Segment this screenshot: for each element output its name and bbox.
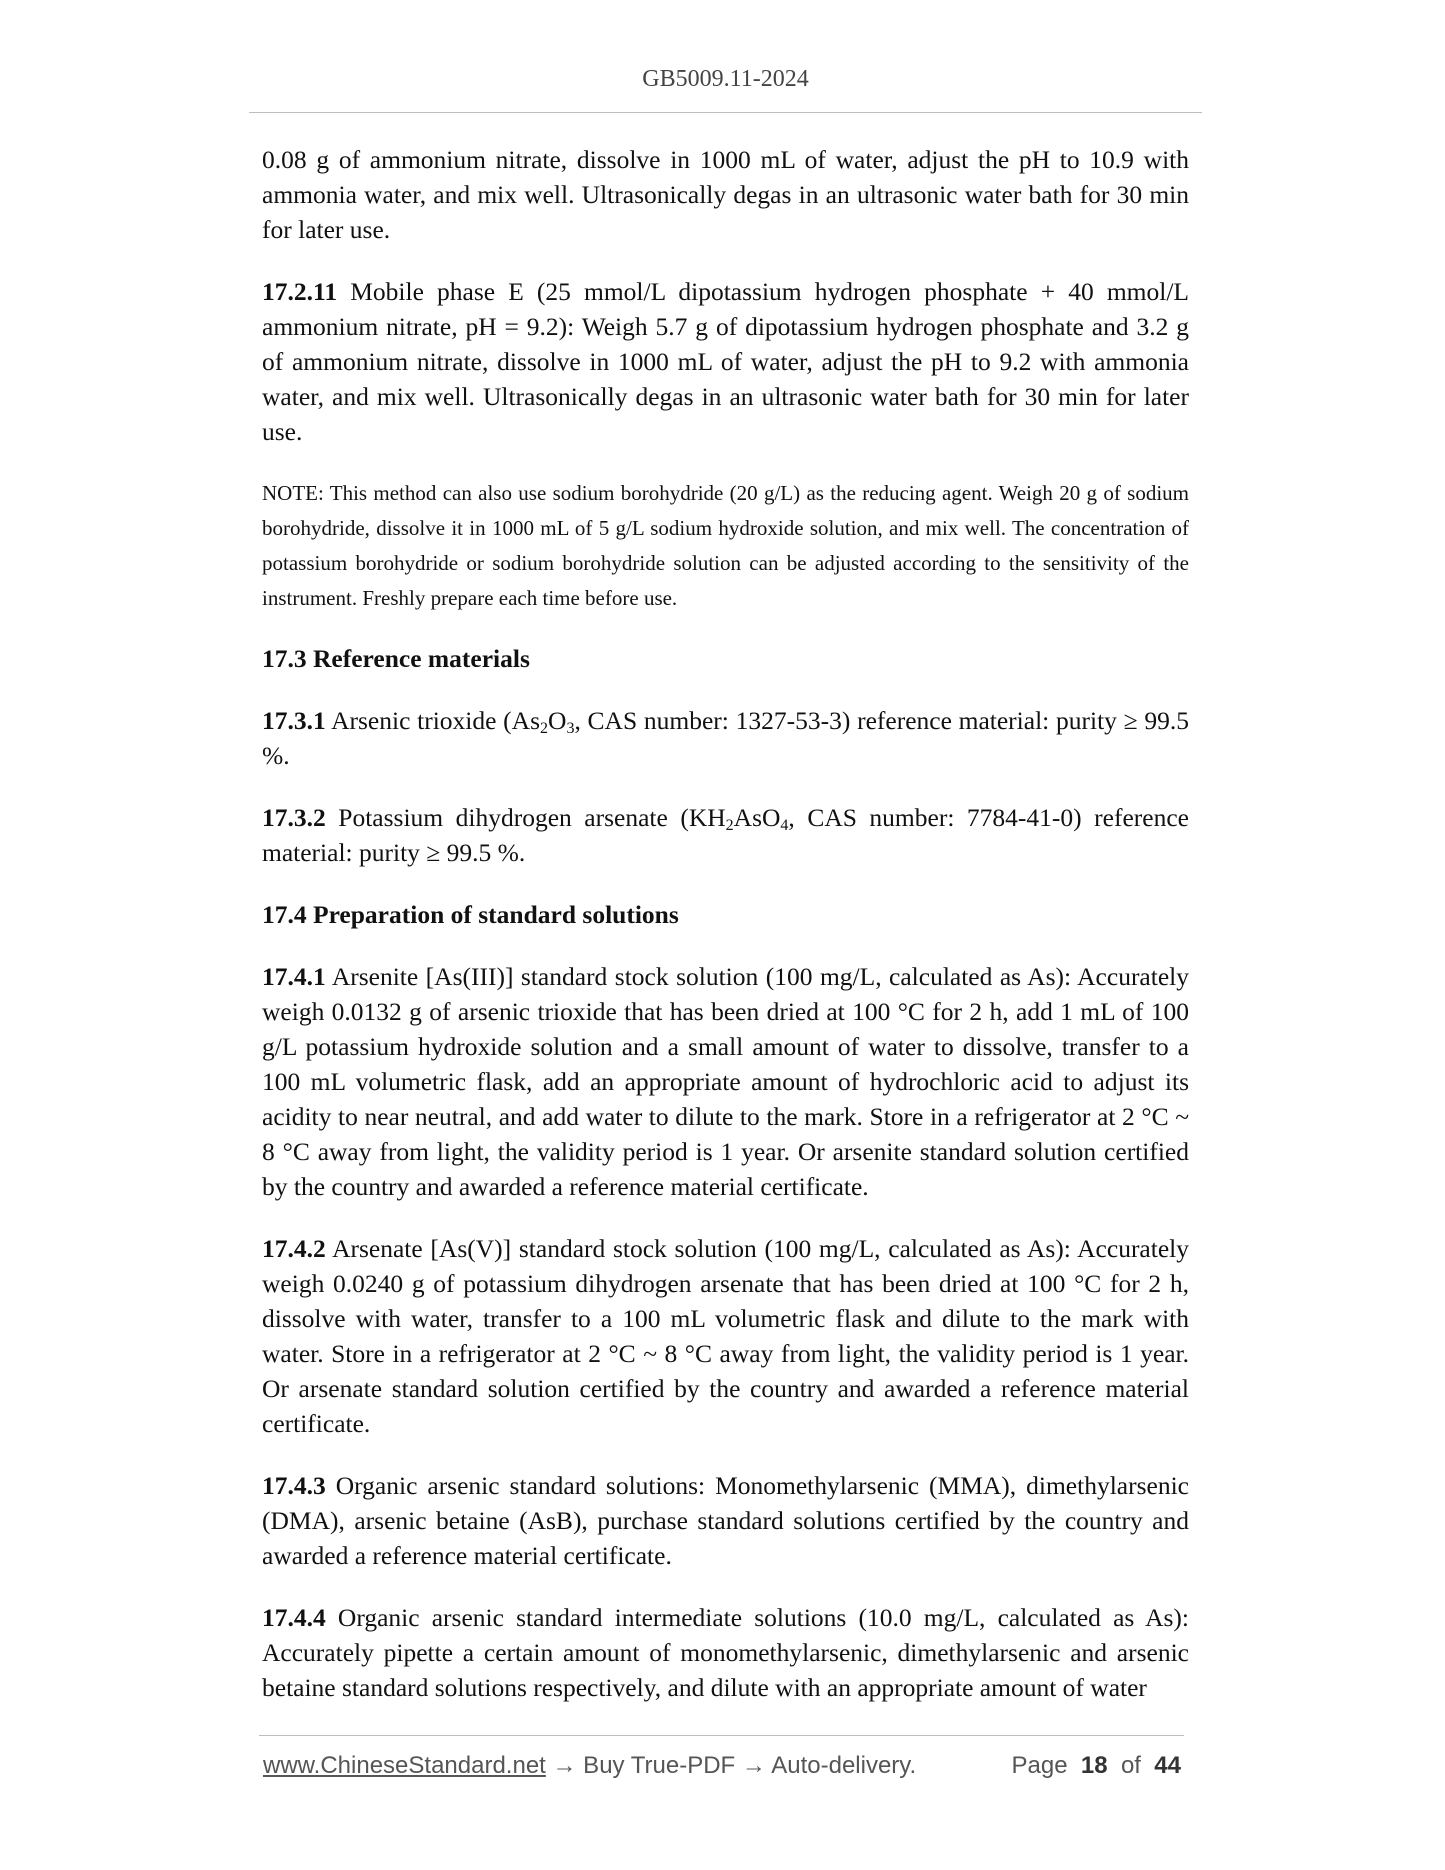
clause-number: 17.4.1 bbox=[262, 962, 326, 991]
header-divider bbox=[249, 112, 1202, 113]
page-footer bbox=[263, 1752, 1185, 1784]
clause-text: , CAS number: 1327-53-3) reference material: purity ≥ 99.5 %. bbox=[262, 706, 1189, 770]
clause-text: AsO bbox=[733, 803, 781, 832]
section-heading-17-3: 17.3 Reference materials bbox=[262, 644, 530, 673]
clause-text: Arsenic trioxide (As bbox=[325, 706, 541, 735]
page-total: 44 bbox=[1154, 1752, 1181, 1779]
clause-text: Organic arsenic standard solutions: Monomethylarsenic (MMA), dimethylarsenic (DMA), arsenic betaine (AsB), purchase standard solutions certified by the country and awarded a reference material certificate. bbox=[262, 1471, 1189, 1570]
clause-number: 17.4.2 bbox=[262, 1234, 326, 1263]
clause-17-4-2 bbox=[262, 1231, 1189, 1441]
footer-promo bbox=[263, 1752, 916, 1780]
page-body bbox=[262, 142, 1189, 1732]
subscript: 4 bbox=[780, 817, 789, 834]
page-label: Page bbox=[1011, 1752, 1068, 1779]
clause-text: Mobile phase E (25 mmol/L dipotassium hydrogen phosphate + 40 mmol/L ammonium nitrate, pH = 9.2): Weigh 5.7 g of dipotassium hydrogen phosphate and 3.2 g of ammonium nitrate, dissolve in 1000 mL of water, adjust the pH to 9.2 with ammonia water, and mix well. Ultrasonically degas in an ultrasonic water bath for 30 min for later use. bbox=[262, 277, 1189, 446]
clause-text: Potassium dihydrogen arsenate (KH bbox=[325, 803, 726, 832]
clause-text: , CAS number: 7784-41-0) reference material: purity ≥ 99.5 %. bbox=[262, 803, 1189, 867]
page-number: 18 bbox=[1080, 1752, 1108, 1779]
clause-17-4-4 bbox=[262, 1600, 1189, 1705]
note-paragraph: NOTE: This method can also use sodium borohydride (20 g/L) as the reducing agent. Weigh 20 g of sodium borohydride, dissolve it in 1000 mL of 5 g/L sodium hydroxide solution, and mix well. The concentration of potassium borohydride or sodium borohydride solution can be adjusted according to the sensitivity of the instrument. Freshly prepare each time before use. bbox=[262, 481, 1189, 610]
page-header: GB5009.11-2024 bbox=[642, 66, 809, 92]
clause-number: 17.4.4 bbox=[262, 1603, 326, 1632]
subscript: 3 bbox=[566, 720, 575, 737]
clause-17-2-11 bbox=[262, 274, 1189, 449]
clause-text: Organic arsenic standard intermediate solutions (10.0 mg/L, calculated as As): Accurately pipette a certain amount of monomethylarsenic, dimethylarsenic and arsenic betaine standard solutions respectively, and dilute with an appropriate amount of water bbox=[262, 1603, 1189, 1702]
clause-17-3-2 bbox=[262, 800, 1189, 870]
paragraph-continuation: 0.08 g of ammonium nitrate, dissolve in 1000 mL of water, adjust the pH to 10.9 with ammonia water, and mix well. Ultrasonically degas in an ultrasonic water bath for 30 min for later use. bbox=[262, 145, 1189, 244]
clause-number: 17.2.11 bbox=[262, 277, 338, 306]
clause-17-4-3 bbox=[262, 1468, 1189, 1573]
clause-17-4-1 bbox=[262, 959, 1189, 1204]
clause-17-3-1 bbox=[262, 703, 1189, 773]
clause-text: O bbox=[548, 706, 567, 735]
footer-divider bbox=[259, 1735, 1184, 1736]
subscript: 2 bbox=[725, 817, 734, 834]
subscript: 2 bbox=[540, 720, 549, 737]
footer-promo-text: → Buy True-PDF → Auto-delivery. bbox=[545, 1752, 917, 1779]
website-link[interactable]: www.ChineseStandard.net bbox=[263, 1752, 546, 1779]
clause-text: Arsenate [As(V)] standard stock solution (100 mg/L, calculated as As): Accurately weigh 0.0240 g of potassium dihydrogen arsenate that has been dried at 100 °C for 2 h, dissolve with water, transfer to a 100 mL volumetric flask and dilute to the mark with water. Store in a refrigerator at 2 °C ~ 8 °C away from light, the validity period is 1 year. Or arsenate standard solution certified by the country and awarded a reference material certificate. bbox=[262, 1234, 1189, 1438]
clause-number: 17.3.1 bbox=[262, 706, 326, 735]
section-heading-17-4: 17.4 Preparation of standard solutions bbox=[262, 900, 679, 929]
clause-text: Arsenite [As(III)] standard stock solution (100 mg/L, calculated as As): Accurately weigh 0.0132 g of arsenic trioxide that has been dried at 100 °C for 2 h, add 1 mL of 100 g/L potassium hydroxide solution and a small amount of water to dissolve, transfer to a 100 mL volumetric flask, add an appropriate amount of hydrochloric acid to adjust its acidity to near neutral, and add water to dilute to the mark. Store in a refrigerator at 2 °C ~ 8 °C away from light, the validity period is 1 year. Or arsenite standard solution certified by the country and awarded a reference material certificate. bbox=[262, 962, 1189, 1201]
page-indicator bbox=[1011, 1752, 1181, 1780]
clause-number: 17.4.3 bbox=[262, 1471, 326, 1500]
of-label: of bbox=[1120, 1752, 1141, 1779]
clause-number: 17.3.2 bbox=[262, 803, 326, 832]
